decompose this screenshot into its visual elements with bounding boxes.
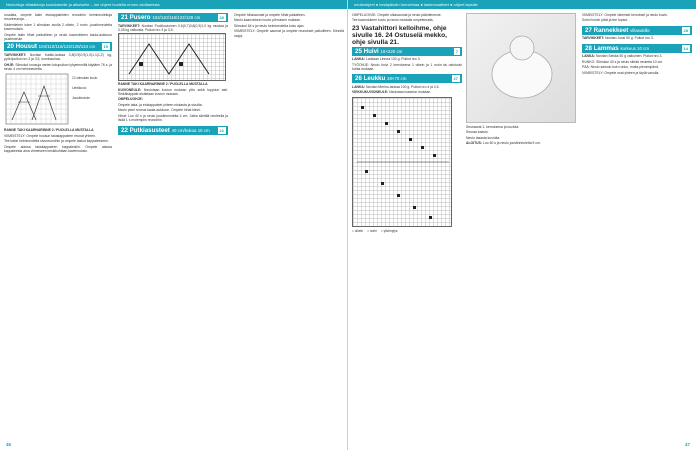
paragraph: VIIMEISTELY: Ompele osat yhteen ja täytä vanulla. <box>582 70 660 75</box>
paragraph: TARVIKKEET: Novitan Puolikuvioinen 0,6(0,7)0,8(0,9)1,0 kg mustaa ja 0,05 kg valkoista. Puikot nro 3 ja 3,5. <box>118 23 228 32</box>
paragraph: Ompele alaosa takakappaleen kappaleisiin. Ompele alaosa kappaleesta aina viimeiseen keskikohtaan kavennuksin. <box>4 144 112 153</box>
section-heading: 23 Vastahittori kelloihme, ohje sivulle 16. 24 Ostuselä mekko, ohje sivulla 21. <box>352 24 447 46</box>
section-title: 21 Pusero <box>121 14 151 21</box>
pattern-number: 27 <box>453 76 458 82</box>
paragraph-heading: OMPELUOHJE: <box>118 97 143 102</box>
paragraph: ALOITUS: Luo 60 s ja neulo joustinneuletta 5 cm. <box>466 141 541 146</box>
paragraph: Ompele takin hihat paikoilleen ja neulo kaarrokkeen kaula-aukkoon joustinneule. <box>4 32 112 41</box>
chart-label: Lehtikuvio <box>72 86 87 91</box>
paragraph: OHJE: Silmukoi housuja varten lukupuikon lyhyemmillä käytäen 76 s. ja neulo 4 cm helmineuletta. <box>4 62 112 71</box>
page-number: 47 <box>684 442 690 447</box>
pattern-number: 7 <box>455 48 458 54</box>
chart-label: Joustinneule <box>72 96 90 101</box>
legend-item: = oikein <box>352 228 364 233</box>
section-title: 26 Leukku <box>355 75 386 83</box>
paragraph: Ompele taka- ja etukappaleet yhteen niskasta ja sivuilta. <box>118 102 203 107</box>
stitch-chart <box>352 97 452 227</box>
right-page-header: neuleohjeet ● kesäpäivän tunnelmaa ● lastenvaatteet ● ohjeet lapsille <box>348 0 696 9</box>
paragraph: Tee kaarrokkeen kuvio ja neulo mustalla ompelemalla. <box>352 18 434 23</box>
section-sizes: 104/110/116/122/128 cm <box>152 15 201 20</box>
section-sizes: villasukille <box>630 27 650 33</box>
paragraph: KUVIONEULE: Neulotaan kuvion mukaan ylös sekä loppuun asti. Selkäkappale aloitetaan kuvion mukaan. <box>118 87 228 96</box>
paragraph: TARVIKKEET: Novitan Kalkki-lankaa 0,8(0,9)0,9(1,0)1,1(1,2) kg, pyöröpuikot nro 3 ja 3,5, kuminauhaa. <box>4 52 112 62</box>
pattern-number: 21 <box>219 128 224 134</box>
paragraph: noudata, ompele takin etukappaleiden reunoihin helmineulettuja resorireunoja... <box>4 13 112 22</box>
paragraph: Kädentiehen tulee 1 silmukan avulla 2 oikein, 2 nurin -joustinneuletta kavennuksin. <box>4 22 112 32</box>
pattern-number: 14 <box>683 45 688 51</box>
section-bar-25 <box>352 47 462 56</box>
section-sizes: 40 cm/kokoa 15 cm <box>171 128 210 134</box>
section-bar-28 <box>582 44 692 53</box>
paragraph: Ompele hihasaumat ja ompele hihat paikalleen. <box>234 13 306 17</box>
right-column-3 <box>582 13 692 438</box>
page-number: 46 <box>6 442 12 447</box>
section-sizes: 104/110/116/122/128/134 cm <box>38 44 96 50</box>
paragraph: Neulo tasasta kuviolta. <box>466 135 501 140</box>
chart-caption: RANNE TAKI KAARNARINNE 2 ⁄ PUOLELLA MUSTALLA <box>4 128 94 133</box>
section-bar-20 <box>4 42 112 51</box>
paragraph: Seuraa kaavio. <box>466 130 489 135</box>
section-title: 25 Huivi <box>355 47 379 55</box>
grid-svg <box>119 34 227 82</box>
chart-legend <box>352 229 462 233</box>
left-column-1 <box>4 13 112 438</box>
paragraph: Tee kaksi helmineuletta sivureunoihin ja ompele taskut kappaleeseen. <box>4 139 109 144</box>
pattern-number: 20 <box>219 15 224 20</box>
product-photo <box>466 13 576 123</box>
section-title: 22 Putkiasusteet <box>121 127 170 135</box>
pattern-grid-chart <box>118 33 226 81</box>
section-title: 20 Housut <box>7 43 37 51</box>
paragraph: LANKA: Novitan Merino-lankaa 100 g. Puikot nro 4 ja 4,5. <box>352 84 440 89</box>
left-column-2 <box>118 13 228 438</box>
section-bar-21 <box>118 13 228 22</box>
section-title: 28 Lammas <box>585 44 619 52</box>
paragraph: Hihat: Luo 40 s ja neulo joustinneuletta 4 cm. Jatka sileällä neuleella ja lisää 1 s molempiin reunoihin. <box>118 113 228 123</box>
paragraph: LANKA: Novitan Seiska 50 g valkoinen. Puikot nro 3. <box>582 54 663 59</box>
chart-label: 12 silmukan kuvio <box>72 76 98 81</box>
section-bar-27 <box>582 26 692 35</box>
left-page-header: Neulottuja villatakkeja koululaiselle ja aikuiselle – lue ohjeet huolella ennen aloittamista <box>0 0 348 9</box>
paragraph: OMPELUOHJE: Ompele olkasaumat ja neulo pääntieneule. <box>352 13 442 17</box>
paragraph: Solmi huivin päät ja tee tupsut. <box>582 18 629 23</box>
grid-caption: RANNE TAKI KAARNARINNE 2 ⁄ PUOLELLA MUSTALLA <box>118 82 208 87</box>
section-title: 27 Rannekkeet <box>585 26 629 34</box>
paragraph: PÄÄ: Neulo samoin kuin runko, mutta pienempänä. <box>582 65 659 70</box>
legend-item: = nurin <box>367 228 377 233</box>
paragraph: VIEKKUKUVIONEULE: Neulotaan kaavion mukaan. <box>352 90 432 95</box>
paragraph: Neulo pieni reunus kaula-aukkoon. Ompele hihat kiinni. <box>118 108 201 113</box>
paragraph: VIIMEISTELY: Ompele housun takakappaleen reunat yhteen. <box>4 133 96 138</box>
left-column-3 <box>234 13 344 438</box>
right-column-1 <box>352 13 462 438</box>
pattern-number: 28 <box>683 27 688 33</box>
knitting-chart <box>4 72 112 126</box>
paragraph: RUNKO: Silmukoi 40 s ja neulo sileää neuletta 10 cm. <box>582 59 664 64</box>
section-sizes: korkeus 10 cm <box>620 45 650 51</box>
right-column-2 <box>466 13 576 438</box>
paragraph: Seuraavat 1. kerroksena ja kuviota. <box>466 125 520 129</box>
paragraph: LANKA: Lankaan Linnea 100 g. Puikot nro 3. <box>352 57 421 62</box>
photo-illustration <box>467 14 576 124</box>
pattern-number: 19 <box>103 44 108 50</box>
stitch-chart-svg <box>353 98 453 228</box>
legend-item: = ylivenytys <box>380 228 398 233</box>
paragraph: VIIMEISTELY: Ompele viimeiset kerrokset ja neulo kuvio. <box>582 13 668 17</box>
paragraph: Neulo kaarrokkeen kuvio piirroksen mukaan. <box>234 18 301 23</box>
paragraph: TARVIKKEET: Novitan Jussi 50 g. Puikot nro 3. <box>582 36 654 41</box>
section-bar-22 <box>118 126 228 135</box>
section-sizes: 28×70 cm <box>387 76 407 82</box>
right-page <box>348 0 696 450</box>
section-bar-26 <box>352 74 462 83</box>
section-sizes: 19×220 cm <box>380 48 403 54</box>
paragraph: TYÖOHJE: Neulo huivi 2 kerroksena 1 oikein ja 1 nurin tai ostohuivi kohta mukaan. <box>352 62 462 72</box>
paragraph: Silmukoi 64 s ja neulo helmineuletta koko ajan. <box>234 23 305 28</box>
paragraph: VIIMEISTELY: Ompele saumat ja ompele reunukset paikoilleen. Kiinnitä nappi. <box>234 29 344 38</box>
